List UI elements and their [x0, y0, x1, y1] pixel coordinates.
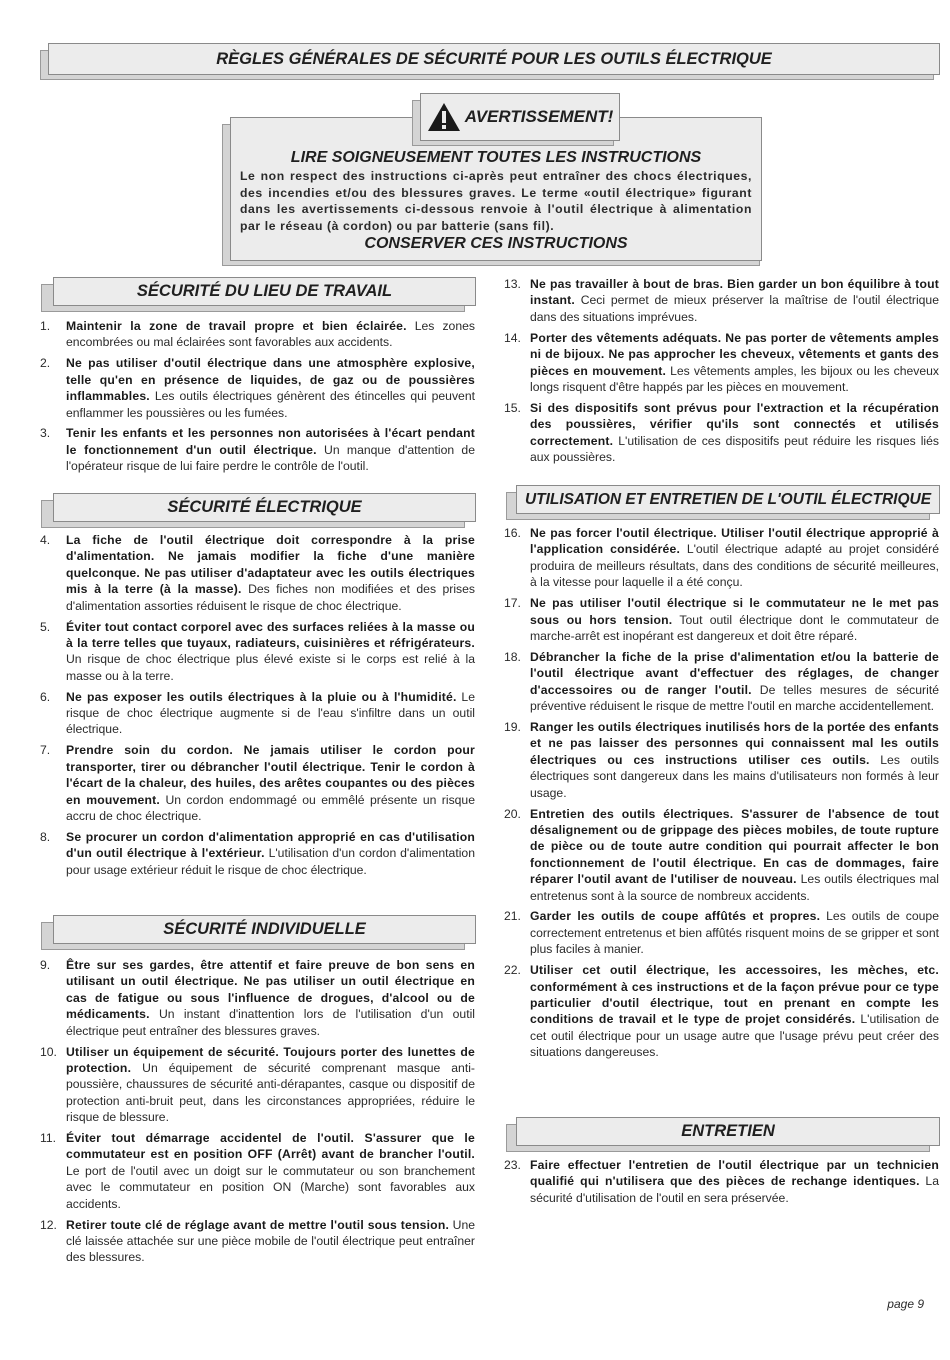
list-item — [40, 829, 475, 878]
item-bold-text: Entretien des outils électriques. S'assurer de l'absence de tout désalignement ou de grippage des pièces mobiles, de toute rupture de pièce ou de toute autre condition qui pourrait affecter le bon fonctionnement de l'outil électrique. En cas de dommages, faire réparer l'outil avant de l'utiliser de nouveau. — [530, 806, 939, 887]
item-plain-text: L'utilisation de cet outil électrique pour un usage autre que l'usage prévu peut créer des situations dangereuses. — [530, 1012, 939, 1060]
item-number: 10. — [40, 1044, 57, 1059]
item-text — [530, 330, 939, 396]
item-bold-text: Éviter tout démarrage accidentel de l'outil. S'assurer que le commutateur est en position OFF (Arrêt) avant de brancher l'outil. — [66, 1131, 475, 1162]
item-bold-text: Ne pas utiliser l'outil électrique si le commutateur ne le met pas sous ou hors tension. — [530, 596, 939, 627]
warning-triangle-icon — [427, 102, 461, 132]
item-text — [66, 532, 475, 614]
warning-label: AVERTISSEMENT! — [464, 107, 614, 126]
item-plain-text: Les vêtements amples, les bijoux ou les cheveux longs risquent d'être happés par les pièces en mouvement. — [530, 363, 939, 394]
item-plain-text: Une clé laissée attachée sur une pièce mobile de l'outil électrique peut entraîner des blessures. — [66, 1217, 475, 1265]
warning-footer: CONSERVER CES INSTRUCTIONS — [364, 235, 628, 252]
item-text — [530, 276, 939, 325]
list-item — [504, 525, 939, 591]
item-bold-text: Tenir les enfants et les personnes non autorisées à l'écart pendant le fonctionnement d'un outil électrique. — [66, 426, 475, 457]
item-number: 11. — [40, 1131, 57, 1146]
item-number: 7. — [40, 743, 51, 758]
personal-list — [40, 957, 475, 1270]
item-number: 3. — [40, 426, 51, 441]
item-plain-text: Les outils électriques sont dangereux dans les mains d'utilisateurs non formés à leur usage. — [530, 752, 940, 800]
item-text — [66, 1217, 475, 1266]
item-number: 16. — [504, 526, 521, 540]
list-item — [40, 689, 475, 738]
page-title: RÈGLES GÉNÉRALES DE SÉCURITÉ POUR LES OUTILS ÉLECTRIQUE — [48, 43, 940, 75]
item-bold-text: Ranger les outils électriques inutilisés hors de la portée des enfants et ne pas laisser des personnes qui connaissent mal les outils électriques ou ces instructions utiliser ces outils. — [530, 719, 939, 767]
list-item — [504, 908, 939, 957]
item-text — [530, 806, 939, 904]
item-number: 21. — [504, 909, 521, 924]
item-bold-text: Être sur ses gardes, être attentif et faire preuve de bon sens en utilisant un outil électrique. Ne pas utiliser un outil électrique en cas de fatigue ou sous l'influence de drogues, d'alcool ou de médicaments. — [66, 958, 475, 1022]
service-list — [504, 1157, 939, 1211]
item-text — [530, 1157, 939, 1206]
item-bold-text: Utiliser un équipement de sécurité. Toujours porter des lunettes de protection. — [66, 1044, 475, 1075]
item-bold-text: Ne pas utiliser d'outil électrique dans une atmosphère explosive, telle qu'en en présence de liquides, de gaz ou de poussières inflammables. — [66, 356, 475, 404]
item-plain-text: Des fiches non modifiées et des prises d'alimentation assorties réduisent le risque de choc électrique. — [66, 582, 475, 613]
item-number: 9. — [40, 958, 51, 972]
item-plain-text: Un manque d'attention de l'opérateur risque de lui faire perdre le contrôle de l'outil. — [66, 442, 475, 474]
item-number: 14. — [504, 330, 521, 345]
item-number: 22. — [504, 963, 521, 978]
item-number: 20. — [504, 806, 521, 821]
item-text — [530, 525, 939, 591]
item-bold-text: Éviter tout contact corporel avec des surfaces reliées à la masse ou à la terre telles que tuyaux, radiateurs, cuisinières et réfrigérateurs. — [66, 619, 475, 650]
list-item — [40, 1217, 475, 1266]
item-bold-text: Ne pas travailler à bout de bras. Bien garder un bon équilibre à tout instant. — [530, 277, 939, 308]
item-plain-text: Un cordon endommagé ou emmêlé présente un risque accru de choc électrique. — [66, 792, 475, 823]
item-bold-text: Utiliser cet outil électrique, les accessoires, les mèches, etc. conformément à ces instructions et de la façon prévue pour ce type particulier d'outil électrique, tout en prenant en compte les conditions de travail et le type de projet considérés. — [530, 963, 939, 1027]
item-bold-text: Si des dispositifs sont prévus pour l'extraction et la récupération des poussières, vérifier qu'ils sont connectés et utilisés correctement. — [530, 400, 939, 448]
item-plain-text: Un équipement de sécurité comprenant masque anti-poussière, chaussures de sécurité anti-dérapantes, casque ou dispositif de protection anti-bruit peut, dans les circonstances appropriées, réduire le risque de blessure. — [66, 1060, 475, 1125]
item-number: 15. — [504, 400, 521, 415]
item-number: 6. — [40, 689, 51, 704]
item-bold-text: La fiche de l'outil électrique doit correspondre à la prise d'alimentation. Ne jamais modifier la fiche d'une manière quelconque. Ne pas utiliser d'adaptateur avec les outils électriques mis à la terre (à la masse). — [66, 533, 475, 597]
page-number: page 9 — [887, 1297, 924, 1311]
item-bold-text: Garder les outils de coupe affûtés et propres. — [530, 909, 821, 924]
item-bold-text: Prendre soin du cordon. Ne jamais utiliser le cordon pour transporter, tirer ou débrancher l'outil électrique. Tenir le cordon à l'écart de la chaleur, des huiles, des arêtes coupantes ou des pièces en mouvement. — [66, 743, 475, 807]
item-plain-text: L'utilisation d'un cordon d'alimentation pour usage extérieur réduit le risque de choc électrique. — [66, 846, 475, 877]
item-text — [530, 595, 939, 644]
list-item — [504, 806, 939, 904]
item-number: 23. — [504, 1158, 521, 1172]
electrical-list — [40, 532, 475, 883]
item-plain-text: Un instant d'inattention lors de l'utilisation d'un outil électrique peut entraîner des blessures graves. — [66, 1007, 475, 1038]
list-item — [504, 1157, 939, 1206]
item-number: 17. — [504, 596, 521, 611]
item-text — [66, 619, 475, 685]
list-item — [40, 957, 475, 1039]
list-item — [40, 318, 475, 351]
item-plain-text: Les outils électriques mal entretenus sont à la source de nombreux accidents. — [530, 872, 939, 903]
list-item — [504, 962, 939, 1060]
item-bold-text: Débrancher la fiche de la prise d'alimentation et/ou la batterie de l'outil électrique avant d'effectuer des réglages, de changer d'accessoires ou de ranger l'outil. — [530, 649, 939, 697]
item-plain-text: L'outil électrique adapté au projet considéré produira de meilleurs résultats, dans des conditions de sécurité meilleures, à la vitesse pour laquelle il a été conçu. — [530, 542, 939, 590]
list-item — [504, 330, 939, 396]
item-text — [530, 719, 939, 801]
item-bold-text: Retirer toute clé de réglage avant de mettre l'outil sous tension. — [66, 1217, 450, 1232]
item-plain-text: Un risque de choc électrique plus élevé existe si le corps est relié à la masse ou à la terre. — [66, 652, 475, 683]
item-plain-text: De telles mesures de sécurité préventive réduisent le risque de mettre l'outil en marche accidentellement. — [530, 682, 939, 714]
item-text — [530, 649, 939, 715]
item-text — [66, 957, 475, 1039]
list-item — [40, 355, 475, 421]
item-bold-text: Faire effectuer l'entretien de l'outil électrique par un technicien qualifié qui n'utilisera que des pièces de rechange identiques. — [530, 1158, 939, 1189]
item-text — [66, 355, 475, 421]
item-plain-text: La sécurité d'utilisation de l'outil en sera préservée. — [530, 1174, 939, 1205]
tool-use-list — [504, 525, 939, 1065]
item-text — [530, 400, 939, 466]
item-number: 5. — [40, 619, 51, 634]
item-number: 12. — [40, 1217, 57, 1232]
list-item — [40, 619, 475, 685]
item-plain-text: Le risque de choc électrique augmente si de l'eau s'infiltre dans un outil électrique. — [66, 689, 475, 737]
list-item — [40, 1044, 475, 1126]
item-text — [530, 908, 939, 957]
list-item — [504, 595, 939, 644]
warning-body: Le non respect des instructions ci-après peut entraîner des chocs électriques, des incendies et/ou des blessures graves. Le terme «outil électrique» figurant dans les avertissements ci-dessous renvoie à l'outil électrique à alimentation par le réseau (à cordon) ou par batterie (sans fil). — [240, 169, 752, 233]
item-text — [66, 742, 475, 824]
work-area-list — [40, 318, 475, 479]
item-plain-text: Le port de l'outil avec un doigt sur le commutateur ou son branchement avec le commutateur en position ON (Marche) sont favorables aux accidents. — [66, 1163, 475, 1211]
item-text — [66, 425, 475, 474]
list-item — [40, 425, 475, 474]
item-plain-text: Les outils de coupe correctement entretenus et bien affûtés risquent moins de se gripper et sont plus faciles à manier. — [530, 909, 939, 957]
item-number: 18. — [504, 649, 521, 664]
item-plain-text: L'utilisation de ces dispositifs peut réduire les risques liés aux poussières. — [530, 433, 939, 465]
list-item — [504, 400, 939, 466]
item-text — [66, 689, 475, 738]
item-bold-text: Ne pas forcer l'outil électrique. Utiliser l'outil électrique approprié à l'application considérée. — [530, 526, 939, 557]
item-bold-text: Ne pas exposer les outils électriques à la pluie ou à l'humidité. — [66, 689, 457, 704]
list-item — [40, 1130, 475, 1212]
item-bold-text: Porter des vêtements adéquats. Ne pas porter de vêtements amples ni de bijoux. Ne pas approcher les cheveux, vêtements et gants des pièces en mouvement. — [530, 330, 939, 378]
item-plain-text: Tout outil électrique dont le commutateur de marche-arrêt est inopérant est dangereux et doit être réparé. — [530, 612, 940, 643]
item-bold-text: Se procurer un cordon d'alimentation approprié en cas d'utilisation d'un outil électrique à l'extérieur. — [66, 829, 475, 861]
item-text — [66, 829, 475, 878]
item-text — [66, 1044, 475, 1126]
list-item — [40, 532, 475, 614]
item-number: 19. — [504, 719, 521, 734]
item-number: 1. — [40, 319, 51, 333]
list-item — [504, 649, 939, 715]
item-text — [66, 1130, 475, 1212]
item-number: 13. — [504, 277, 521, 291]
list-item — [504, 719, 939, 801]
warning-tab — [420, 93, 620, 141]
item-text — [530, 962, 939, 1060]
item-plain-text: Les zones encombrées ou mal éclairées sont favorables aux accidents. — [66, 319, 475, 350]
item-bold-text: Maintenir la zone de travail propre et bien éclairée. — [66, 319, 407, 333]
item-number: 8. — [40, 829, 51, 844]
item-number: 2. — [40, 356, 51, 371]
item-number: 4. — [40, 533, 51, 547]
item-plain-text: Les outils électriques génèrent des étincelles qui peuvent enflammer les poussières ou les fumées. — [66, 389, 475, 420]
item-text — [66, 318, 475, 351]
warning-heading: LIRE SOIGNEUSEMENT TOUTES LES INSTRUCTIONS — [290, 149, 702, 166]
personal-list-continued — [504, 276, 939, 470]
list-item — [504, 276, 939, 325]
list-item — [40, 742, 475, 824]
item-plain-text: Ceci permet de mieux préserver la maîtrise de l'outil électrique dans des situations imprévues. — [530, 293, 939, 324]
